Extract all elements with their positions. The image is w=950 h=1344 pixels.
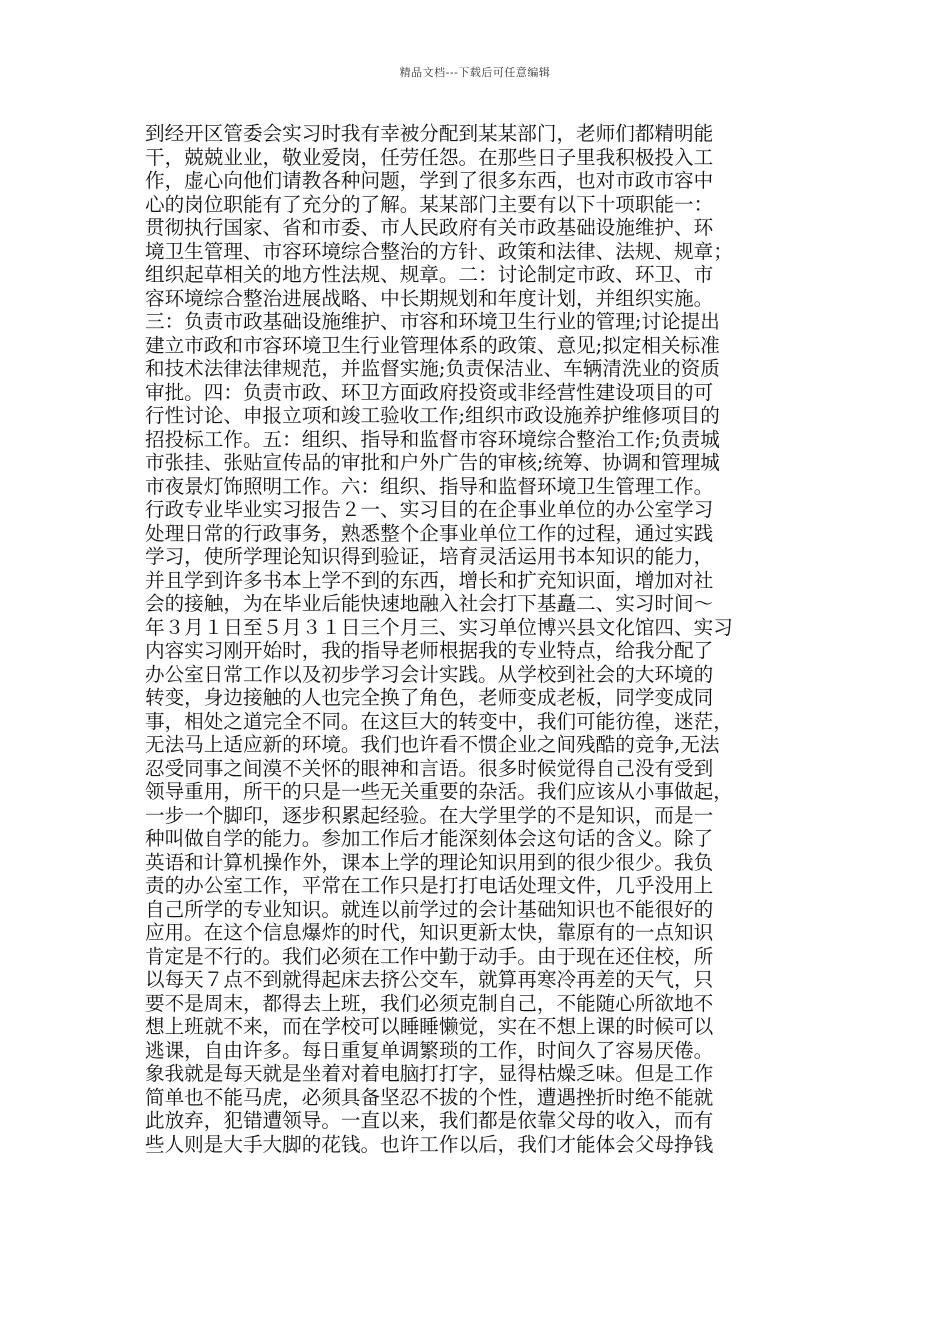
body-line: 到经开区管委会实习时我有幸被分配到某某部门，老师们都精明能 — [145, 122, 714, 145]
body-line: 建立市政和市容环境卫生行业管理体系的政策、意见;拟定相关标准 — [145, 333, 720, 357]
body-line: 处理日常的行政事务，熟悉整个企事业单位工作的过程，通过实践 — [145, 521, 714, 545]
body-line: 并且学到许多书本上学不到的东西，增长和扩充知识面，增加对社 — [145, 568, 714, 592]
body-line: 无法马上适应新的环境。我们也许看不惯企业之间残酷的竞争,无法 — [145, 733, 720, 756]
body-line: 自己所学的专业知识。就连以前学过的会计基础知识也不能很好的 — [145, 897, 714, 921]
body-line: 责的办公室工作，平常在工作只是打打电话处理文件，几乎没用上 — [145, 874, 714, 897]
body-line: 种叫做自学的能力。参加工作后才能深刻体会这句话的含义。除了 — [145, 827, 714, 850]
body-line: 审批。四：负责市政、环卫方面政府投资或非经营性建设项目的可 — [145, 380, 714, 404]
body-line: 市张挂、张贴宣传品的审批和户外广告的审核;统筹、协调和管理城 — [145, 451, 720, 474]
page-header: 精品文档---下载后可任意编辑 — [399, 66, 551, 79]
body-line: 想上班就不来，而在学校可以睡睡懒觉，实在不想上课的时候可以 — [145, 1015, 714, 1038]
body-line: 忍受同事之间漠不关怀的眼神和言语。很多时候觉得自己没有受到 — [145, 756, 714, 780]
body-line: 市夜景灯饰照明工作。六：组织、指导和监督环境卫生管理工作。 — [145, 474, 714, 498]
body-line: 贯彻执行国家、省和市委、市人民政府有关市政基础设施维护、环 — [145, 216, 714, 239]
body-line: 年３月１日至５月３１日三个月三、实习单位博兴县文化馆四、实习 — [145, 615, 733, 639]
body-line: 事，相处之道完全不同。在这巨大的转变中，我们可能彷徨，迷茫， — [145, 709, 733, 733]
body-line: 内容实习刚开始时，我的指导老师根据我的专业特点，给我分配了 — [145, 639, 714, 662]
body-line: 英语和计算机操作外，课本上学的理论知识用到的很少很少。我负 — [145, 850, 714, 874]
body-line: 行政专业毕业实习报告２一、实习目的在企事业单位的办公室学习 — [145, 498, 714, 521]
body-line: 要不是周末，都得去上班，我们必须克制自己，不能随心所欲地不 — [145, 991, 714, 1015]
body-line: 心的岗位职能有了充分的了解。某某部门主要有以下十项职能一： — [145, 192, 714, 216]
body-line: 办公室日常工作以及初步学习会计实践。从学校到社会的大环境的 — [145, 662, 714, 686]
body-line: 领导重用，所干的只是一些无关重要的杂活。我们应该从小事做起， — [145, 780, 733, 803]
body-line: 些人则是大手大脚的花钱。也许工作以后，我们才能体会父母挣钱 — [145, 1132, 714, 1156]
body-line: 转变，身边接触的人也完全换了角色，老师变成老板，同学变成同 — [145, 686, 714, 709]
body-line: 容环境综合整治进展战略、中长期规划和年度计划，并组织实施。 — [145, 286, 714, 310]
body-line: 学习，使所学理论知识得到验证，培育灵活运用书本知识的能力， — [145, 545, 714, 568]
body-line: 以每天７点不到就得起床去挤公交车，就算再寒冷再差的天气，只 — [145, 968, 714, 991]
document-body — [145, 122, 811, 1156]
body-line: 此放弃，犯错遭领导。一直以来，我们都是依靠父母的收入，而有 — [145, 1109, 714, 1132]
body-line: 一步一个脚印，逐步积累起经验。在大学里学的不是知识，而是一 — [145, 803, 714, 827]
body-line: 作，虚心向他们请教各种问题，学到了很多东西，也对市政市容中 — [145, 169, 714, 192]
body-line: 象我就是每天就是坐着对着电脑打打字，显得枯燥乏味。但是工作 — [145, 1062, 714, 1085]
body-line: 境卫生管理、市容环境综合整治的方针、政策和法律、法规、规章； — [145, 239, 733, 263]
body-line: 应用。在这个信息爆炸的时代，知识更新太快，靠原有的一点知识 — [145, 921, 714, 944]
body-line: 组织起草相关的地方性法规、规章。二：讨论制定市政、环卫、市 — [145, 263, 714, 286]
body-line: 三：负责市政基础设施维护、市容和环境卫生行业的管理;讨论提出 — [145, 310, 720, 333]
body-line: 和技术法律法律规范，并监督实施;负责保洁业、车辆清洗业的资质 — [145, 357, 720, 380]
body-line: 干，兢兢业业，敬业爱岗，任劳任怨。在那些日子里我积极投入工 — [145, 145, 714, 169]
body-line: 会的接触，为在毕业后能快速地融入社会打下基矗二、实习时间～ — [145, 592, 714, 615]
body-line: 招投标工作。五：组织、指导和监督市容环境综合整治工作;负责城 — [145, 427, 720, 451]
body-line: 行性讨论、申报立项和竣工验收工作;组织市政设施养护维修项目的 — [145, 404, 720, 427]
body-line: 逃课，自由许多。每日重复单调繁琐的工作，时间久了容易厌倦。 — [145, 1038, 714, 1062]
body-line: 肯定是不行的。我们必须在工作中勤于动手。由于现在还住校，所 — [145, 944, 714, 968]
body-line: 简单也不能马虎，必须具备坚忍不拔的个性，遭遇挫折时绝不能就 — [145, 1085, 714, 1109]
